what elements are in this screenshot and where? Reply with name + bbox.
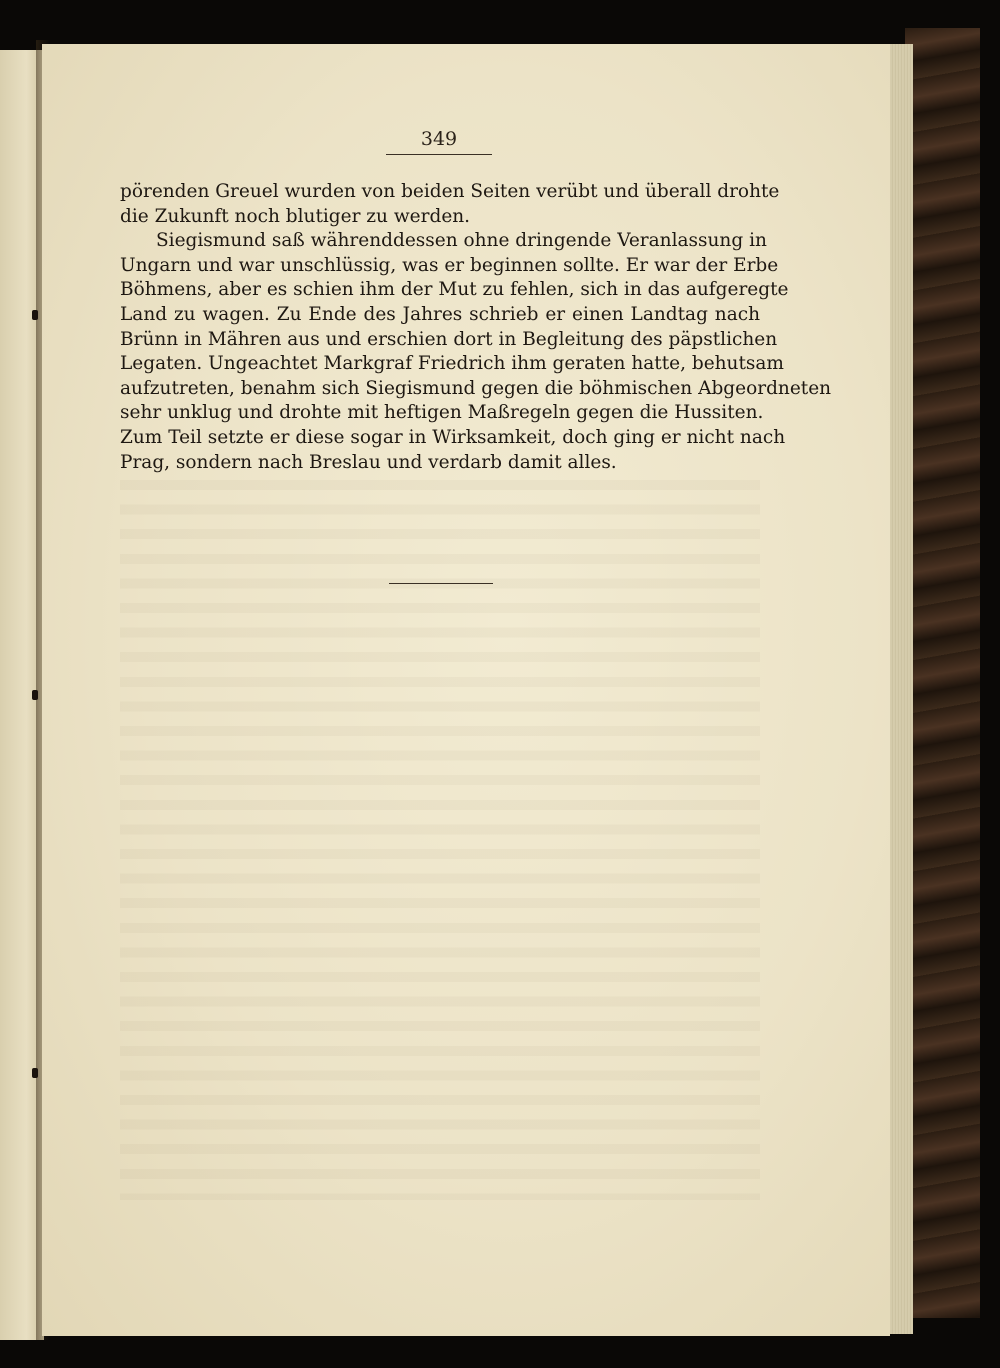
text-line: Böhmens, aber es schien ihm der Mut zu fehlen, sich in das aufgeregte: [120, 279, 789, 301]
body-text: [120, 180, 832, 475]
text-line: pörenden Greuel wurden von beiden Seiten verübt und überall drohte: [120, 181, 780, 202]
text-line: sehr unklug und drohte mit heftigen Maßregeln gegen die Hussiten.: [120, 402, 764, 424]
page-number-rule: [386, 154, 492, 155]
text-line: Legaten. Ungeachtet Markgraf Friedrich ihm geraten hatte, behutsam: [120, 353, 784, 375]
show-through-text: [120, 480, 760, 1200]
text-line: Prag, sondern nach Breslau und verdarb damit alles.: [120, 451, 617, 473]
text-line: Brünn in Mähren aus und erschien dort in Begleitung des päpstlichen: [120, 328, 778, 350]
section-end-rule: [389, 583, 493, 584]
text-line: Land zu wagen. Zu Ende des Jahres schrieb er einen Landtag nach: [120, 303, 760, 325]
binding-stitch: [32, 690, 38, 700]
text-line: die Zukunft noch blutiger zu werden.: [120, 205, 471, 227]
binding-stitch: [32, 310, 38, 320]
text-line: Ungarn und war unschlüssig, was er beginnen sollte. Er war der Erbe: [120, 254, 779, 276]
book-cover: [905, 28, 980, 1318]
text-line: Siegismund saß währenddessen ohne dringende Veranlassung in: [156, 230, 767, 252]
page-number: 349: [420, 128, 458, 150]
text-line: aufzutreten, benahm sich Siegismund gegen die böhmischen Abgeordneten: [120, 377, 832, 399]
text-line: Zum Teil setzte er diese sogar in Wirksamkeit, doch ging er nicht nach: [120, 426, 786, 448]
binding-stitch: [32, 1068, 38, 1078]
